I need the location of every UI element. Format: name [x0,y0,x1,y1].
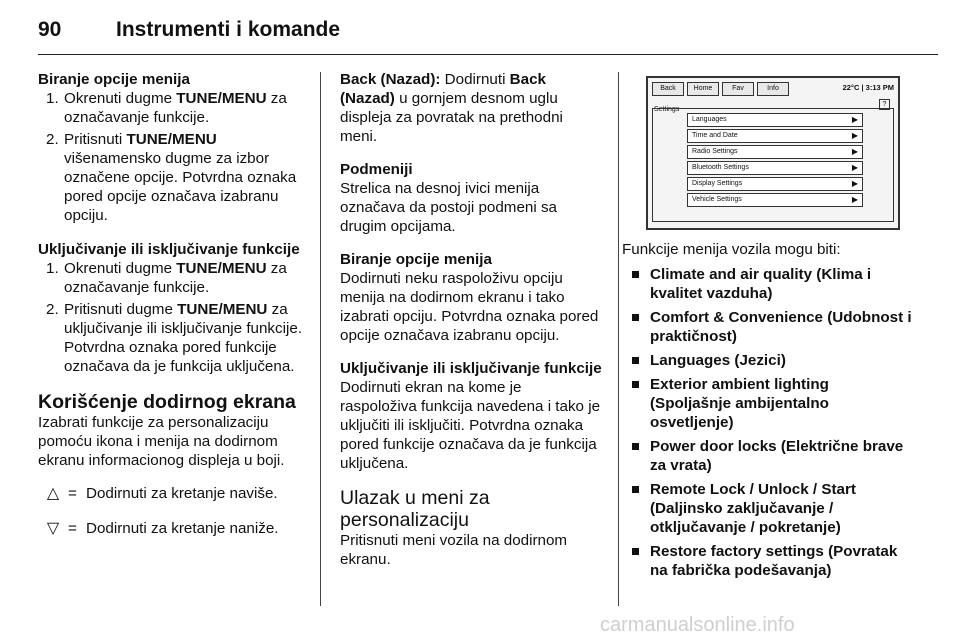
page-title: Instrumenti i komande [116,18,341,41]
down-triangle-icon: ▽ [46,520,60,537]
column-divider [320,72,321,606]
fav-button: Fav [722,82,754,96]
paragraph: Dodirnuti neku raspoloživu opciju menija na dodirnom ekranu i tako izabrati opciju. Potvrdna oznaka pored opcije označava izabranu opciju. [340,270,599,344]
list-item: 2. Pritisnuti TUNE/MENU višenamensko dugme za izbor označene opcije. Potvrdna oznaka pored opcije označava izabranu opciju. [46,131,297,224]
numbered-list [38,89,308,225]
column-divider [618,72,619,606]
list-item: Remote Lock / Unlock / Start (Daljinsko zaključavanje / otključavanje / pokretanje) [622,480,912,537]
list-item: 1. Okrenuti dugme TUNE/MENU za označavanje funkcije. [46,260,287,296]
settings-row: Bluetooth Settings ▶ [687,161,863,175]
screen-toolbar [652,82,894,96]
back-button: Back [652,82,684,96]
paragraph: Strelica na desnoj ivici menija označava da postoji podmeni sa drugim opcijama. [340,180,557,235]
section-heading: Biranje opcije menija [340,251,492,268]
settings-row: Vehicle Settings ▶ [687,193,863,207]
section-heading: Biranje opcije menija [38,71,190,88]
symbol-row: △ = Dodirnuti za kretanje naviše. [38,484,308,503]
settings-list-frame [652,108,894,222]
paragraph: Dodirnuti ekran na kome je raspoloživa funkcija navedena i tako je uključiti ili isključiti. Potvrdna oznaka pored funkcije označava da je funkcija uključena. [340,379,601,472]
back-paragraph: Back (Nazad): Dodirnuti Back (Nazad) u gornjem desnom uglu displeja za povratak na prethodni meni. [340,71,563,145]
section-heading: Podmeniji [340,161,413,178]
chevron-right-icon: ▶ [851,163,858,172]
list-item: Climate and air quality (Klima i kvalitet vazduha) [622,265,912,303]
numbered-list [38,259,308,376]
page-number: 90 [38,18,62,41]
paragraph: Izabrati funkcije za personalizaciju pomoću ikona i menija na dodirnom ekranu informacionog displeja u boji. [38,414,285,469]
section-title: Ulazak u meni za personalizaciju [340,487,490,531]
settings-row: Languages ▶ [687,113,863,127]
home-button: Home [687,82,719,96]
column-1 [38,70,308,538]
settings-row: Radio Settings ▶ [687,145,863,159]
bullet-list [622,265,912,580]
chevron-right-icon: ▶ [851,131,858,140]
page-header [38,14,938,55]
chevron-right-icon: ▶ [851,195,858,204]
list-item: Restore factory settings (Povratak na fabrička podešavanja) [622,542,912,580]
screen-title: Settings [654,106,680,113]
chevron-right-icon: ▶ [851,179,858,188]
section-heading: Uključivanje ili isključivanje funkcije [38,241,300,258]
list-item: 2. Pritisnuti dugme TUNE/MENU za uključivanje ili isključivanje funkcije. Potvrdna oznaka pored funkcije označava da je funkcija uključena. [46,301,303,375]
paragraph: Funkcije menija vozila mogu biti: [622,241,841,258]
section-heading: Uključivanje ili isključivanje funkcije [340,360,602,377]
chevron-right-icon: ▶ [851,147,858,156]
watermark: carmanualsonline.info [600,614,795,636]
info-button: Info [757,82,789,96]
paragraph: Pritisnuti meni vozila na dodirnom ekranu. [340,532,568,568]
settings-row: Display Settings ▶ [687,177,863,191]
status-readout: 22°C | 3:13 PM [842,83,894,92]
settings-screen-figure [646,76,900,230]
column-3 [622,240,912,585]
settings-row: Time and Date ▶ [687,129,863,143]
list-item: 1. Okrenuti dugme TUNE/MENU za označavanje funkcije. [46,90,287,126]
list-item: Languages (Jezici) [622,351,912,370]
list-item: Comfort & Convenience (Udobnost i praktičnost) [622,308,912,346]
chevron-right-icon: ▶ [851,115,858,124]
symbol-row: ▽ = Dodirnuti za kretanje naniže. [38,519,308,538]
list-item: Power door locks (Električne brave za vrata) [622,437,912,475]
section-title: Korišćenje dodirnog ekrana [38,391,296,413]
help-icon: ? [879,99,890,110]
column-2 [340,70,602,569]
up-triangle-icon: △ [46,485,60,502]
list-item: Exterior ambient lighting (Spoljašnje ambijentalno osvetljenje) [622,375,912,432]
